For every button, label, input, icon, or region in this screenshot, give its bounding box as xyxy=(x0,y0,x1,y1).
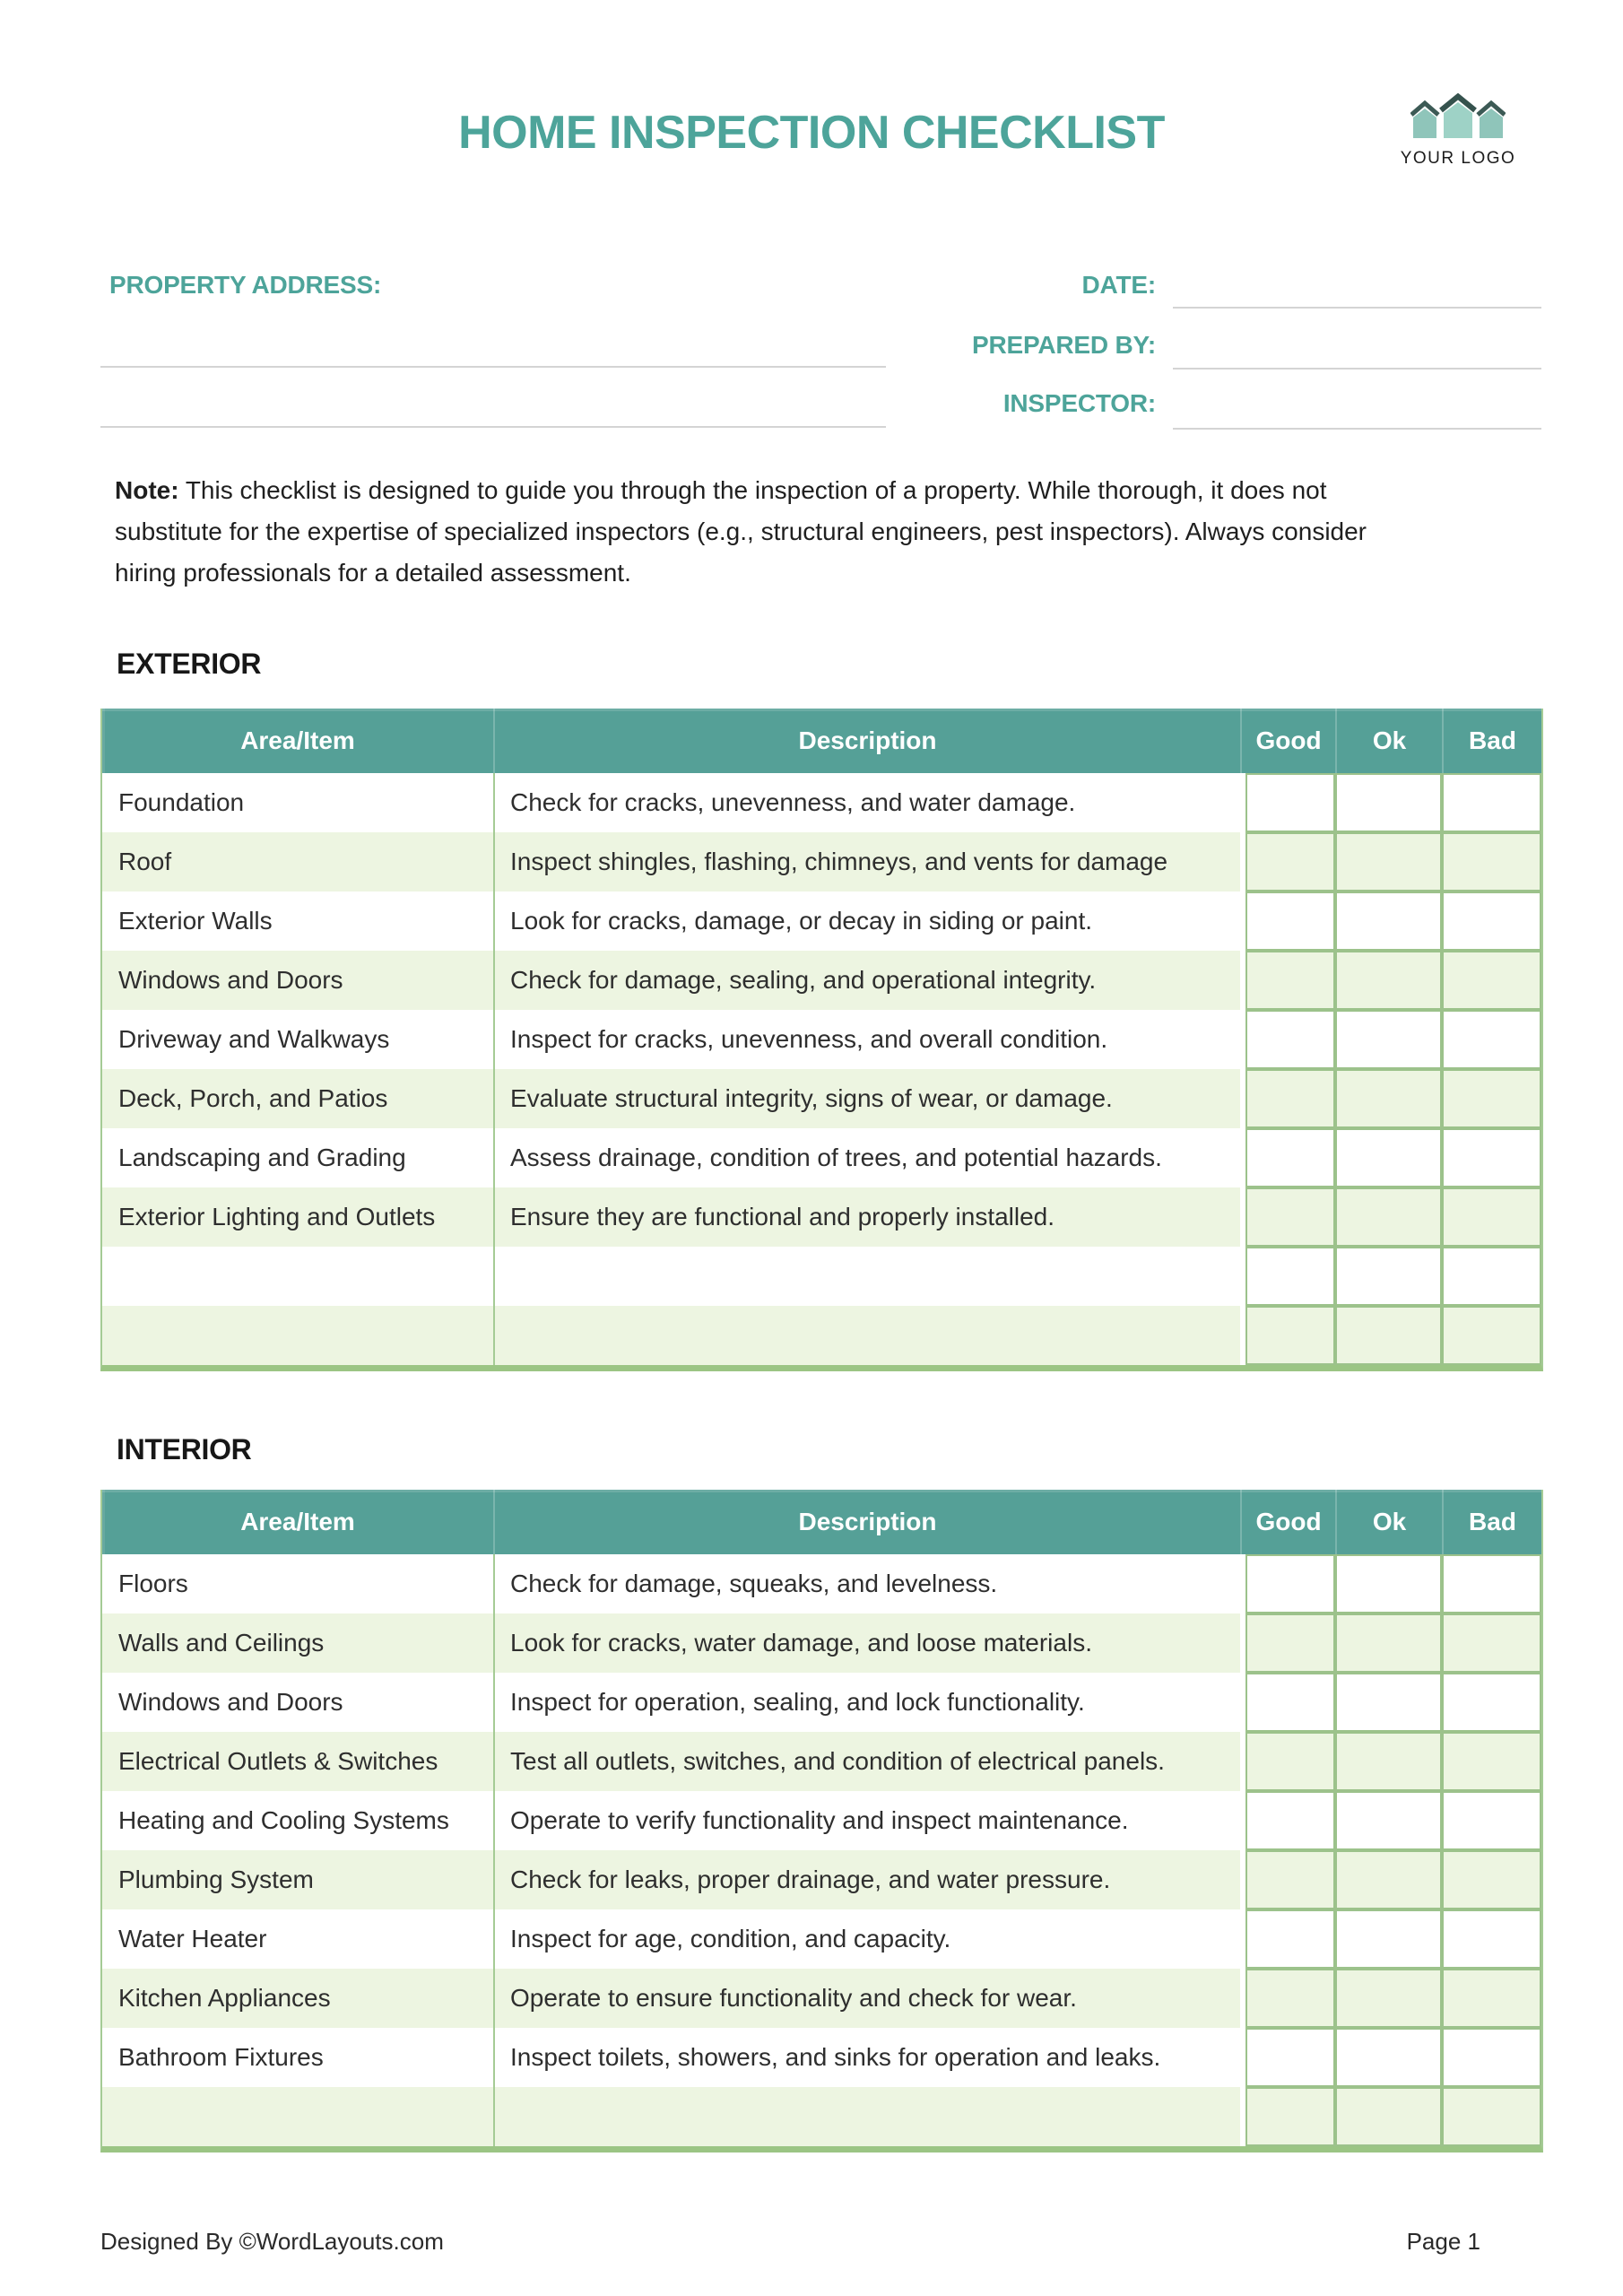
col-header-area-item: Area/Item xyxy=(240,1508,355,1535)
table-row xyxy=(102,2087,1541,2146)
checkbox-cell-ok[interactable] xyxy=(1335,1554,1442,1613)
checkbox-cell-good[interactable] xyxy=(1245,1554,1335,1613)
area-item-cell xyxy=(102,1247,493,1306)
table-row xyxy=(102,1128,1541,1187)
description-cell: Check for cracks, unevenness, and water damage. xyxy=(493,773,1240,832)
col-header-description: Description xyxy=(493,1490,1240,1554)
checkbox-cell-good[interactable] xyxy=(1245,1909,1335,1969)
checkbox-cell-bad[interactable] xyxy=(1442,1010,1541,1069)
checkbox-cell-bad[interactable] xyxy=(1442,1732,1541,1791)
prepared-by-label: PREPARED BY: xyxy=(971,331,1156,359)
description-cell: Inspect for cracks, unevenness, and overall condition. xyxy=(493,1010,1240,1069)
checkbox-cell-bad[interactable] xyxy=(1442,1673,1541,1732)
checkbox-cell-ok[interactable] xyxy=(1335,1187,1442,1247)
note-text: Note: This checklist is designed to guide you through the inspection of a property. While thorough, it does not substitute for the expertise of specialized inspectors (e.g., structural engineers, pest inspectors). Always consider hiring professionals for a detailed assessment. xyxy=(115,476,1367,587)
section-heading-exterior: EXTERIOR xyxy=(117,648,262,680)
checkbox-cell-bad[interactable] xyxy=(1442,951,1541,1010)
description-cell: Evaluate structural integrity, signs of wear, or damage. xyxy=(493,1069,1240,1128)
table-row xyxy=(102,1187,1541,1247)
checkbox-cell-bad[interactable] xyxy=(1442,1187,1541,1247)
table-row xyxy=(102,1069,1541,1128)
checkbox-cell-ok[interactable] xyxy=(1335,832,1442,891)
checkbox-cell-bad[interactable] xyxy=(1442,891,1541,951)
table-body xyxy=(102,1554,1541,2146)
page-number: Page 1 xyxy=(1406,2228,1480,2255)
checkbox-cell-bad[interactable] xyxy=(1442,1791,1541,1850)
area-item-cell xyxy=(102,1306,493,1365)
prepared-by-line[interactable] xyxy=(1173,368,1541,370)
area-item-cell: Kitchen Appliances xyxy=(102,1969,493,2028)
checkbox-cell-bad[interactable] xyxy=(1442,832,1541,891)
checkbox-cell-bad[interactable] xyxy=(1442,1128,1541,1187)
col-header-area-item: Area/Item xyxy=(240,726,355,754)
checkbox-cell-ok[interactable] xyxy=(1335,773,1442,832)
property-address-label: PROPERTY ADDRESS: xyxy=(109,271,382,299)
checkbox-cell-good[interactable] xyxy=(1245,1969,1335,2028)
checkbox-cell-ok[interactable] xyxy=(1335,891,1442,951)
area-item-cell: Exterior Walls xyxy=(102,891,493,951)
checkbox-cell-bad[interactable] xyxy=(1442,1069,1541,1128)
table-row xyxy=(102,1732,1541,1791)
checkbox-cell-bad[interactable] xyxy=(1442,773,1541,832)
checkbox-cell-ok[interactable] xyxy=(1335,2087,1442,2146)
table-body xyxy=(102,773,1541,1365)
table-row xyxy=(102,1554,1541,1613)
area-item-cell: Bathroom Fixtures xyxy=(102,2028,493,2087)
col-header-bad: Bad xyxy=(1442,709,1541,773)
checkbox-cell-good[interactable] xyxy=(1245,1732,1335,1791)
inspector-line[interactable] xyxy=(1173,428,1541,430)
description-cell: Look for cracks, water damage, and loose materials. xyxy=(493,1613,1240,1673)
checkbox-cell-good[interactable] xyxy=(1245,891,1335,951)
area-item-cell: Foundation xyxy=(102,773,493,832)
area-item-cell: Walls and Ceilings xyxy=(102,1613,493,1673)
description-cell: Test all outlets, switches, and condition of electrical panels. xyxy=(493,1732,1240,1791)
checkbox-cell-good[interactable] xyxy=(1245,1010,1335,1069)
page-title: HOME INSPECTION CHECKLIST xyxy=(458,107,1165,159)
checkbox-cell-ok[interactable] xyxy=(1335,1613,1442,1673)
checkbox-cell-bad[interactable] xyxy=(1442,1613,1541,1673)
area-item-cell: Exterior Lighting and Outlets xyxy=(102,1187,493,1247)
interior-table xyxy=(100,1490,1543,2152)
description-cell: Inspect for age, condition, and capacity. xyxy=(493,1909,1240,1969)
description-cell: Assess drainage, condition of trees, and potential hazards. xyxy=(493,1128,1240,1187)
checkbox-cell-good[interactable] xyxy=(1245,1187,1335,1247)
checkbox-cell-good[interactable] xyxy=(1245,1673,1335,1732)
table-row xyxy=(102,1909,1541,1969)
checkbox-cell-ok[interactable] xyxy=(1335,1247,1442,1306)
checkbox-cell-ok[interactable] xyxy=(1335,1850,1442,1909)
description-cell: Look for cracks, damage, or decay in siding or paint. xyxy=(493,891,1240,951)
note-bold-prefix: Note: xyxy=(115,476,179,504)
checkbox-cell-good[interactable] xyxy=(1245,2028,1335,2087)
checkbox-cell-ok[interactable] xyxy=(1335,1306,1442,1365)
col-header-ok: Ok xyxy=(1335,709,1442,773)
description-cell: Inspect toilets, showers, and sinks for operation and leaks. xyxy=(493,2028,1240,2087)
checkbox-cell-good[interactable] xyxy=(1245,1306,1335,1365)
description-cell: Ensure they are functional and properly installed. xyxy=(493,1187,1240,1247)
table-row xyxy=(102,1673,1541,1732)
table-row xyxy=(102,1010,1541,1069)
logo-text: YOUR LOGO xyxy=(1400,149,1516,168)
area-item-cell: Roof xyxy=(102,832,493,891)
area-item-cell: Deck, Porch, and Patios xyxy=(102,1069,493,1128)
property-address-line-2[interactable] xyxy=(100,426,886,428)
table-row xyxy=(102,1850,1541,1909)
checkbox-cell-good[interactable] xyxy=(1245,1791,1335,1850)
description-cell: Inspect shingles, flashing, chimneys, and vents for damage xyxy=(493,832,1240,891)
checkbox-cell-bad[interactable] xyxy=(1442,1554,1541,1613)
table-row xyxy=(102,1969,1541,2028)
area-item-cell: Windows and Doors xyxy=(102,1673,493,1732)
area-item-cell: Heating and Cooling Systems xyxy=(102,1791,493,1850)
col-header-good: Good xyxy=(1240,709,1335,773)
section-heading-interior: INTERIOR xyxy=(117,1433,252,1465)
checkbox-cell-ok[interactable] xyxy=(1335,1069,1442,1128)
checkbox-cell-good[interactable] xyxy=(1245,1247,1335,1306)
description-cell xyxy=(493,1306,1240,1365)
description-cell: Check for damage, squeaks, and levelness. xyxy=(493,1554,1240,1613)
checkbox-cell-bad[interactable] xyxy=(1442,2028,1541,2087)
table-header-row xyxy=(102,1490,1541,1554)
checkbox-cell-ok[interactable] xyxy=(1335,2028,1442,2087)
property-address-line-1[interactable] xyxy=(100,366,886,368)
table-row xyxy=(102,2028,1541,2087)
col-header-description: Description xyxy=(493,709,1240,773)
checkbox-cell-good[interactable] xyxy=(1245,1069,1335,1128)
table-row xyxy=(102,951,1541,1010)
checkbox-cell-good[interactable] xyxy=(1245,1128,1335,1187)
table-row xyxy=(102,773,1541,832)
area-item-cell: Floors xyxy=(102,1554,493,1613)
checkbox-cell-ok[interactable] xyxy=(1335,1969,1442,2028)
checkbox-cell-bad[interactable] xyxy=(1442,2087,1541,2146)
table-row xyxy=(102,1247,1541,1306)
table-header-row xyxy=(102,709,1541,773)
logo xyxy=(1395,93,1521,169)
col-header-ok: Ok xyxy=(1335,1490,1442,1554)
checkbox-cell-ok[interactable] xyxy=(1335,1128,1442,1187)
checkbox-cell-good[interactable] xyxy=(1245,773,1335,832)
area-item-cell: Landscaping and Grading xyxy=(102,1128,493,1187)
houses-logo-icon xyxy=(1410,93,1506,140)
table-row xyxy=(102,832,1541,891)
area-item-cell: Water Heater xyxy=(102,1909,493,1969)
checkbox-cell-ok[interactable] xyxy=(1335,951,1442,1010)
footer-credit: Designed By ©WordLayouts.com xyxy=(100,2228,444,2255)
table-row xyxy=(102,1613,1541,1673)
checkbox-cell-good[interactable] xyxy=(1245,1613,1335,1673)
checkbox-cell-good[interactable] xyxy=(1245,951,1335,1010)
checkbox-cell-bad[interactable] xyxy=(1442,1306,1541,1365)
checkbox-cell-good[interactable] xyxy=(1245,2087,1335,2146)
area-item-cell: Windows and Doors xyxy=(102,951,493,1010)
checkbox-cell-good[interactable] xyxy=(1245,1850,1335,1909)
description-cell xyxy=(493,2087,1240,2146)
checkbox-cell-good[interactable] xyxy=(1245,832,1335,891)
checkbox-cell-bad[interactable] xyxy=(1442,1969,1541,2028)
exterior-table xyxy=(100,709,1543,1371)
table-row xyxy=(102,1306,1541,1365)
description-cell xyxy=(493,1247,1240,1306)
area-item-cell: Electrical Outlets & Switches xyxy=(102,1732,493,1791)
area-item-cell: Plumbing System xyxy=(102,1850,493,1909)
checkbox-cell-bad[interactable] xyxy=(1442,1247,1541,1306)
table-row xyxy=(102,891,1541,951)
area-item-cell: Driveway and Walkways xyxy=(102,1010,493,1069)
checkbox-cell-ok[interactable] xyxy=(1335,1909,1442,1969)
checkbox-cell-ok[interactable] xyxy=(1335,1673,1442,1732)
checkbox-cell-bad[interactable] xyxy=(1442,1909,1541,1969)
date-label: DATE: xyxy=(1081,271,1156,299)
description-cell: Operate to ensure functionality and check for wear. xyxy=(493,1969,1240,2028)
table-row xyxy=(102,1791,1541,1850)
description-cell: Operate to verify functionality and inspect maintenance. xyxy=(493,1791,1240,1850)
area-item-cell xyxy=(102,2087,493,2146)
description-cell: Inspect for operation, sealing, and lock functionality. xyxy=(493,1673,1240,1732)
col-header-bad: Bad xyxy=(1442,1490,1541,1554)
col-header-good: Good xyxy=(1240,1490,1335,1554)
checkbox-cell-ok[interactable] xyxy=(1335,1732,1442,1791)
description-cell: Check for leaks, proper drainage, and water pressure. xyxy=(493,1850,1240,1909)
inspector-label: INSPECTOR: xyxy=(1002,389,1156,417)
checkbox-cell-ok[interactable] xyxy=(1335,1010,1442,1069)
date-line[interactable] xyxy=(1173,307,1541,309)
checkbox-cell-ok[interactable] xyxy=(1335,1791,1442,1850)
checkbox-cell-bad[interactable] xyxy=(1442,1850,1541,1909)
description-cell: Check for damage, sealing, and operational integrity. xyxy=(493,951,1240,1010)
